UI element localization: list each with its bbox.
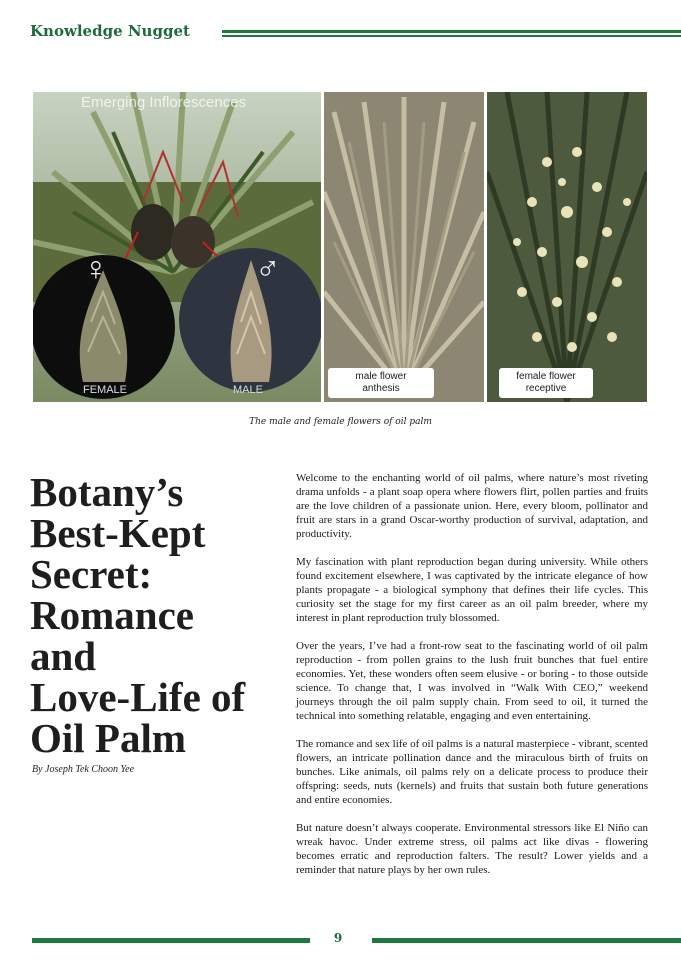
male-flower-tag-line1: male flower [355,371,407,382]
emerging-inflorescences-photo [33,92,321,402]
body-paragraph: My fascination with plant reproduction began during university. While others found excitement elsewhere, I was captivated by the intricate elegance of how plants propagate - a biological symphony that defines their life cycles. This curiosity set the stage for my first career as an oil palm breeder, where my interest in plant reproduction truly blossomed. [296,556,648,624]
headline-line: and [30,633,97,679]
body-paragraph: Over the years, I’ve had a front-row seat to the fascinating world of oil palm reproduction - from pollen grains to the lush fruit bunches that fuel entire economies. Yet, these wonders often seem elusive - or boring - to those outside science. To change that, I was involved in “Walk With CEO,” weekend journeys through the oil palm supply chain. From seed to oil, it turned the technical into something relatable, engaging and even entertaining. [296,640,648,722]
body-paragraph: The romance and sex life of oil palms is a natural masterpiece - vibrant, scented flowers, an intricate pollination dance and the miraculous birth of fruits on bunches. Like animals, oil palms rely on a delicate process to produce their offspring: seeds, nuts (kernels) and fruits that sustain both future generations and entire economies. [296,738,648,806]
footer-rule-left [32,938,310,943]
article-headline [30,469,290,761]
headline-line: Botany’s [30,469,184,515]
headline-line: Oil Palm [30,715,187,761]
male-symbol: ♂ [255,250,281,288]
female-flower-tag-line1: female flower [516,371,576,382]
section-title: Knowledge Nugget [30,22,190,40]
headline-line: Romance [30,592,194,638]
female-label: FEMALE [83,384,128,396]
page-number: 9 [333,931,343,945]
article-body [296,471,648,891]
body-paragraph: Welcome to the enchanting world of oil palms, where nature’s most riveting drama unfolds - a plant soap opera where flowers flirt, pollen parties and fruits are the love children of a passionate union. Here, every bloom, pollinator and fruit are stars in a grand Oscar-worthy production of survival, adaptation, and productivity. [296,472,648,540]
headline-line: Secret: [30,551,153,597]
female-flower-tag-line2: receptive [525,383,567,394]
female-symbol: ♀ [83,250,109,288]
headline-line: Love-Life of [30,674,246,720]
female-flower-receptive-photo [487,92,647,402]
headline-line: Best-Kept [30,510,206,556]
body-paragraph: But nature doesn’t always cooperate. Environmental stressors like El Niño can wreak havoc. Under extreme stress, oil palms act like divas - flowering becomes erratic and reproduction falters. The result? Lower yields and a reminder that nature plays by her own rules. [296,822,648,876]
male-label: MALE [233,384,263,396]
figure-caption: The male and female flowers of oil palm [249,417,432,427]
male-flower-tag-line2: anthesis [362,383,400,394]
oil-palm-flower-figure [33,92,647,402]
male-flower-tag [328,368,434,398]
male-flower-anthesis-photo [324,92,484,402]
footer-rule-right [372,938,681,943]
header-rule-top [222,30,681,33]
panel-overlay-title: Emerging Inflorescences [81,94,247,111]
female-flower-tag [499,368,593,398]
byline: By Joseph Tek Choon Yee [32,764,135,775]
header-rule-bottom [222,35,681,37]
